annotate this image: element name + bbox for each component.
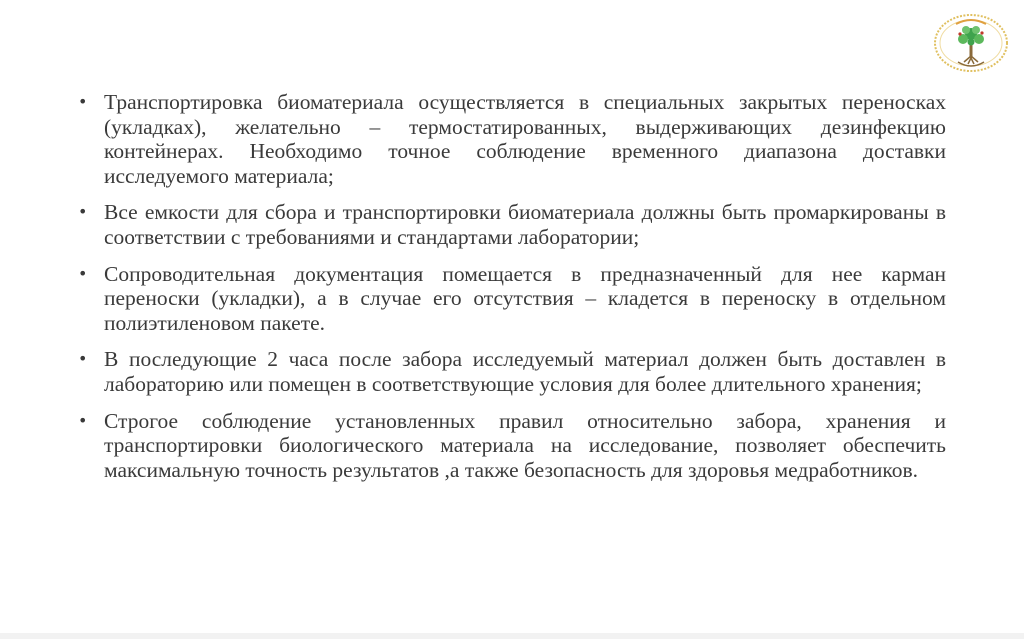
bullet-text: Все емкости для сбора и транспортировки биоматериала должны быть промаркированы в соответствии с требованиями и стандартами лаборатории; — [104, 200, 946, 249]
bullet-dot: • — [78, 410, 88, 430]
bullet-list — [72, 90, 946, 494]
bullet-dot: • — [78, 349, 88, 369]
bullet-text: Транспортировка биоматериала осуществляется в специальных закрытых переносках (укладках), желательно – термостатированных, выдерживающих дезинфекцию контейнерах. Необходимо точное соблюдение временного диапазона доставки исследуемого материала; — [104, 90, 946, 188]
bullet-dot: • — [78, 202, 88, 222]
bullet-dot: • — [78, 263, 88, 283]
bullet-text: В последующие 2 часа после забора исследуемый материал должен быть доставлен в лабораторию или помещен в соответствующие условия для более длительного хранения; — [104, 347, 946, 396]
bullet-item — [72, 262, 946, 336]
tree-emblem-icon — [930, 12, 1012, 74]
bullet-text: Строгое соблюдение установленных правил относительно забора, хранения и транспортировки биологического материала на исследование, позволяет обеспечить максимальную точность результатов ,а также безопасность для здоровья медработников. — [104, 408, 946, 482]
bullet-item — [72, 200, 946, 249]
bullet-item — [72, 347, 946, 396]
bullet-dot: • — [78, 92, 88, 111]
bullet-item — [72, 409, 946, 483]
bullet-text: Сопроводительная документация помещается в предназначенный для нее карман переноски (укладки), а в случае его отсутствия – кладется в переноску в отдельном полиэтиленовом пакете. — [104, 261, 946, 335]
bullet-item — [72, 90, 946, 188]
